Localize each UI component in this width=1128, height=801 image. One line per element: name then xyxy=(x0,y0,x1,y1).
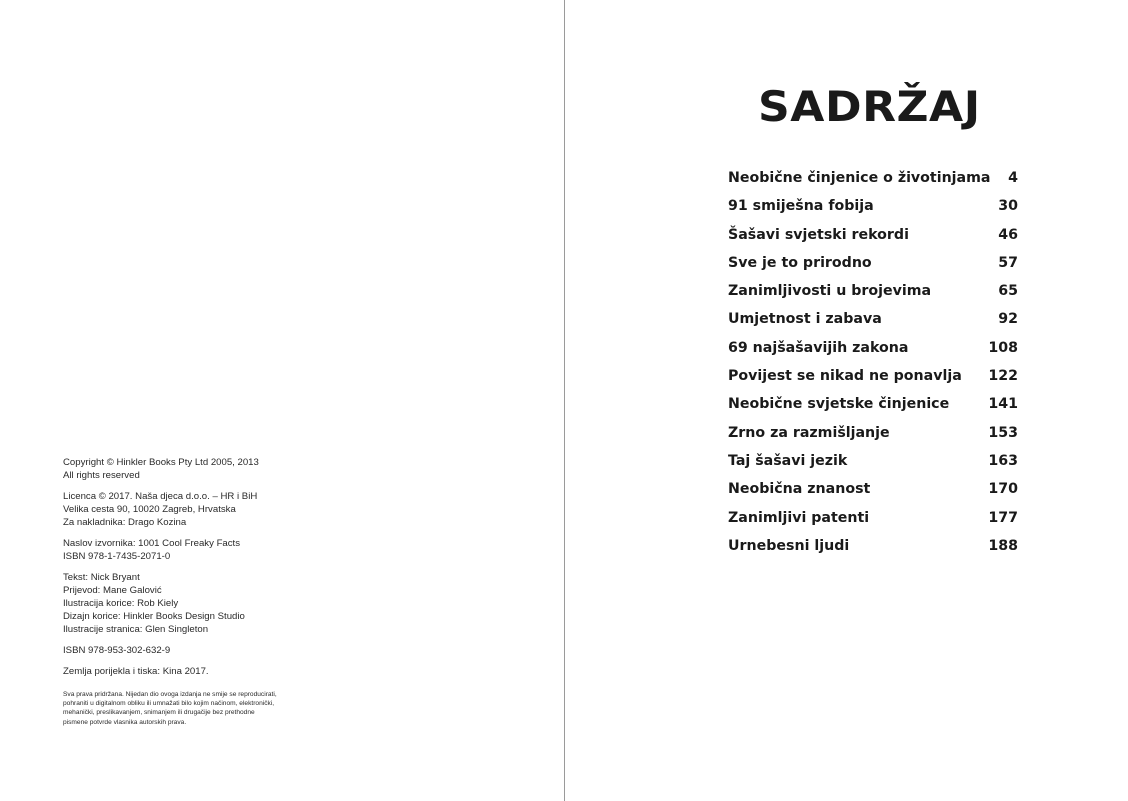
imprint-isbn xyxy=(63,644,323,657)
imprint-origin xyxy=(63,665,323,678)
toc-item-page: 92 xyxy=(998,311,1018,328)
fineprint-line: Sva prava pridržana. Nijedan dio ovoga izdanja ne smije se reproducirati, xyxy=(63,691,277,698)
toc-item[interactable] xyxy=(728,283,1018,311)
toc-item-page: 4 xyxy=(1008,170,1018,186)
fineprint-line: pohraniti u digitalnom obliku ili umnažati bilo kojim načinom, elektronički, xyxy=(63,700,275,708)
toc-item-page: 177 xyxy=(988,509,1018,526)
rights-fineprint xyxy=(63,690,308,727)
toc-item-page: 65 xyxy=(998,283,1018,300)
toc-item[interactable] xyxy=(728,510,1018,538)
toc-item[interactable] xyxy=(728,198,1018,226)
imprint-copyright xyxy=(63,456,323,482)
toc-item[interactable] xyxy=(728,340,1018,368)
toc-item[interactable] xyxy=(728,255,1018,283)
imprint-line: Dizajn korice: Hinkler Books Design Studio xyxy=(63,611,245,622)
toc-item[interactable] xyxy=(728,311,1018,339)
imprint-line: Prijevod: Mane Galović xyxy=(63,585,162,596)
toc-item[interactable] xyxy=(728,425,1018,453)
imprint-line: Tekst: Nick Bryant xyxy=(63,572,140,583)
toc-item-page: 153 xyxy=(988,424,1018,441)
imprint-line: Naslov izvornika: 1001 Cool Freaky Facts xyxy=(63,538,241,549)
toc-item-label: 69 najšašavijih zakona xyxy=(728,339,909,356)
imprint-line: ISBN 978-953-302-632-9 xyxy=(63,645,171,656)
toc-item-label: Zanimljivi patenti xyxy=(728,509,870,526)
imprint-line: All rights reserved xyxy=(63,470,140,481)
imprint-line: Ilustracija korice: Rob Kiely xyxy=(63,598,179,609)
imprint-credits xyxy=(63,571,323,636)
imprint-original-title xyxy=(63,537,323,563)
toc-item-page: 170 xyxy=(988,481,1018,498)
toc-item-page: 108 xyxy=(988,339,1018,356)
toc-item-label: 91 smiješna fobija xyxy=(728,198,874,215)
toc-item-page: 46 xyxy=(998,226,1018,243)
imprint-line: Za nakladnika: Drago Kozina xyxy=(63,517,187,528)
imprint-line: Ilustracije stranica: Glen Singleton xyxy=(63,624,209,635)
toc-item-label: Neobične činjenice o životinjama xyxy=(728,170,991,186)
toc-item[interactable] xyxy=(728,538,1018,566)
toc-item-label: Sve je to prirodno xyxy=(728,254,872,271)
toc-item[interactable] xyxy=(728,227,1018,255)
toc-title: SADRŽAJ xyxy=(758,82,981,131)
toc-item-label: Povijest se nikad ne ponavlja xyxy=(728,368,962,385)
toc-item-label: Urnebesni ljudi xyxy=(728,537,850,554)
toc-item-label: Taj šašavi jezik xyxy=(728,452,848,469)
imprint-license xyxy=(63,490,323,529)
imprint-line: Licenca © 2017. Naša djeca d.o.o. – HR i BiH xyxy=(63,491,258,502)
toc-item-label: Neobična znanost xyxy=(728,481,871,498)
imprint-line: Zemlja porijekla i tiska: Kina 2017. xyxy=(63,666,209,677)
toc-item-page: 141 xyxy=(988,396,1018,413)
toc-item[interactable] xyxy=(728,481,1018,509)
toc-item-label: Zrno za razmišljanje xyxy=(728,424,890,441)
imprint-block xyxy=(63,456,323,727)
imprint-line: ISBN 978-1-7435-2071-0 xyxy=(63,551,171,562)
toc-item-page: 163 xyxy=(988,452,1018,469)
toc-item-page: 188 xyxy=(988,537,1018,554)
toc-item-page: 122 xyxy=(988,368,1018,385)
fineprint-line: mehanički, preslikavanjem, snimanjem ili drugačije bez prethodne xyxy=(63,709,255,717)
toc-item[interactable] xyxy=(728,396,1018,424)
toc-item-label: Šašavi svjetski rekordi xyxy=(728,226,909,243)
toc-item-label: Neobične svjetske činjenice xyxy=(728,396,950,413)
toc-item[interactable] xyxy=(728,453,1018,481)
toc-item-page: 30 xyxy=(998,198,1018,215)
toc-item[interactable] xyxy=(728,368,1018,396)
toc-item[interactable] xyxy=(728,170,1018,198)
imprint-line: Copyright © Hinkler Books Pty Ltd 2005, 2013 xyxy=(63,457,259,468)
toc-item-page: 57 xyxy=(998,254,1018,271)
toc-item-label: Zanimljivosti u brojevima xyxy=(728,283,932,300)
toc-list xyxy=(728,170,1018,566)
fineprint-line: pismene potvrde vlasnika autorskih prava. xyxy=(63,718,187,726)
toc-item-label: Umjetnost i zabava xyxy=(728,311,882,328)
imprint-line: Velika cesta 90, 10020 Zagreb, Hrvatska xyxy=(63,504,236,515)
